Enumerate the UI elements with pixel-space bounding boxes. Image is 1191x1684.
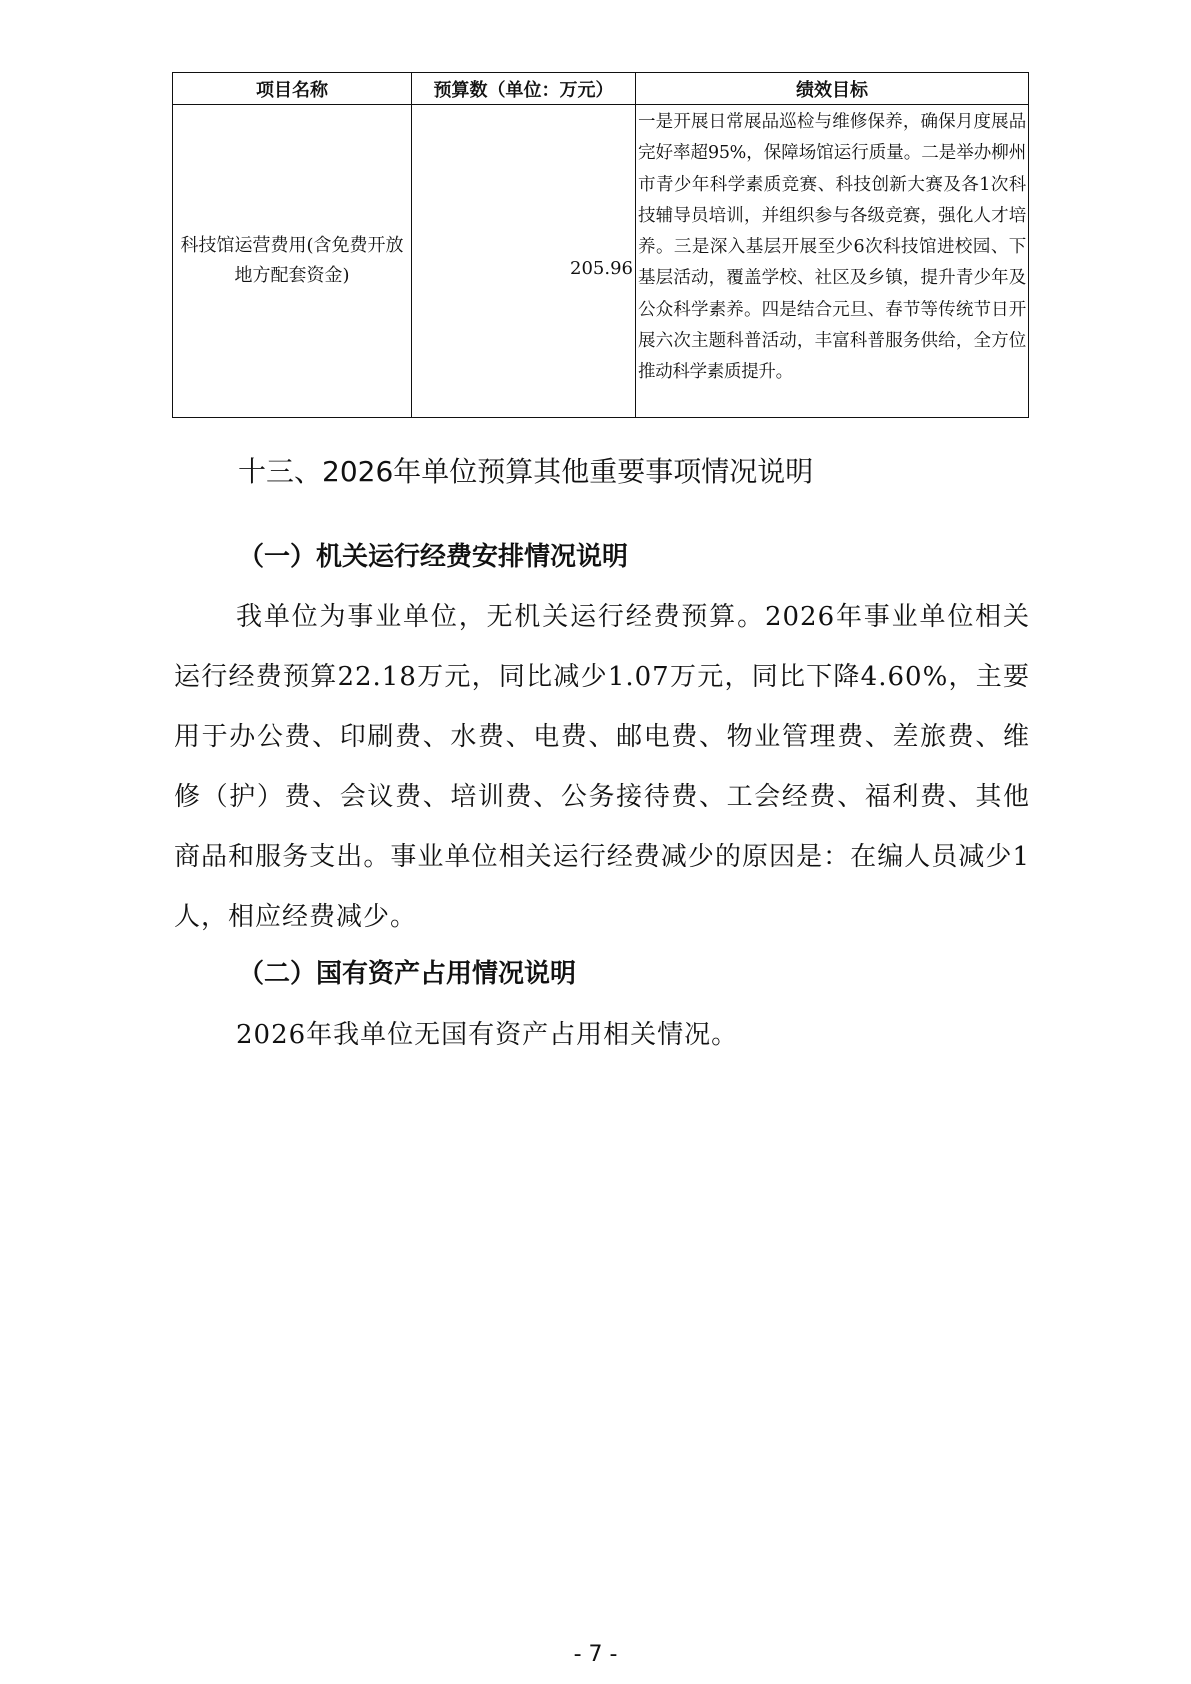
header-budget-amount: 预算数（单位：万元） — [412, 73, 636, 105]
project-name-cell: 科技馆运营费用(含免费开放地方配套资金) — [173, 105, 412, 418]
performance-goal-cell: 一是开展日常展品巡检与维修保养，确保月度展品完好率超95%，保障场馆运行质量。二是举办柳州市青少年科学素质竞赛、科技创新大赛及各1次科技辅导员培训，并组织参与各级竞赛，强化人才培养。三是深入基层开展至少6次科技馆进校园、下基层活动，覆盖学校、社区及乡镇，提升青少年及公众科学素养。四是结合元旦、春节等传统节日开展六次主题科普活动，丰富科普服务供给，全方位推动科学素质提升。 — [636, 105, 1029, 418]
subsection-title-state-assets: （二）国有资产占用情况说明 — [238, 959, 577, 989]
page-number: - 7 - — [573, 1642, 618, 1667]
section-heading: 十三、2026年单位预算其他重要事项情况说明 — [238, 455, 814, 488]
subsection-title-operating-funds: （一）机关运行经费安排情况说明 — [238, 542, 629, 572]
budget-table — [172, 72, 1029, 418]
table-header-row — [173, 73, 1029, 105]
table-row — [173, 105, 1029, 418]
paragraph-state-assets: 2026年我单位无国有资产占用相关情况。 — [236, 1020, 739, 1050]
header-performance-goal: 绩效目标 — [636, 73, 1029, 105]
header-project-name: 项目名称 — [173, 73, 412, 105]
paragraph-operating-funds: 我单位为事业单位，无机关运行经费预算。2026年事业单位相关运行经费预算22.18万元，同比减少1.07万元，同比下降4.60%，主要用于办公费、印刷费、水费、电费、邮电费、物业管理费、差旅费、维修（护）费、会议费、培训费、公务接待费、工会经费、福利费、其他商品和服务支出。事业单位相关运行经费减少的原因是：在编人员减少1人，相应经费减少。 — [174, 602, 1030, 932]
budget-amount-cell: 205.96 — [412, 105, 636, 418]
